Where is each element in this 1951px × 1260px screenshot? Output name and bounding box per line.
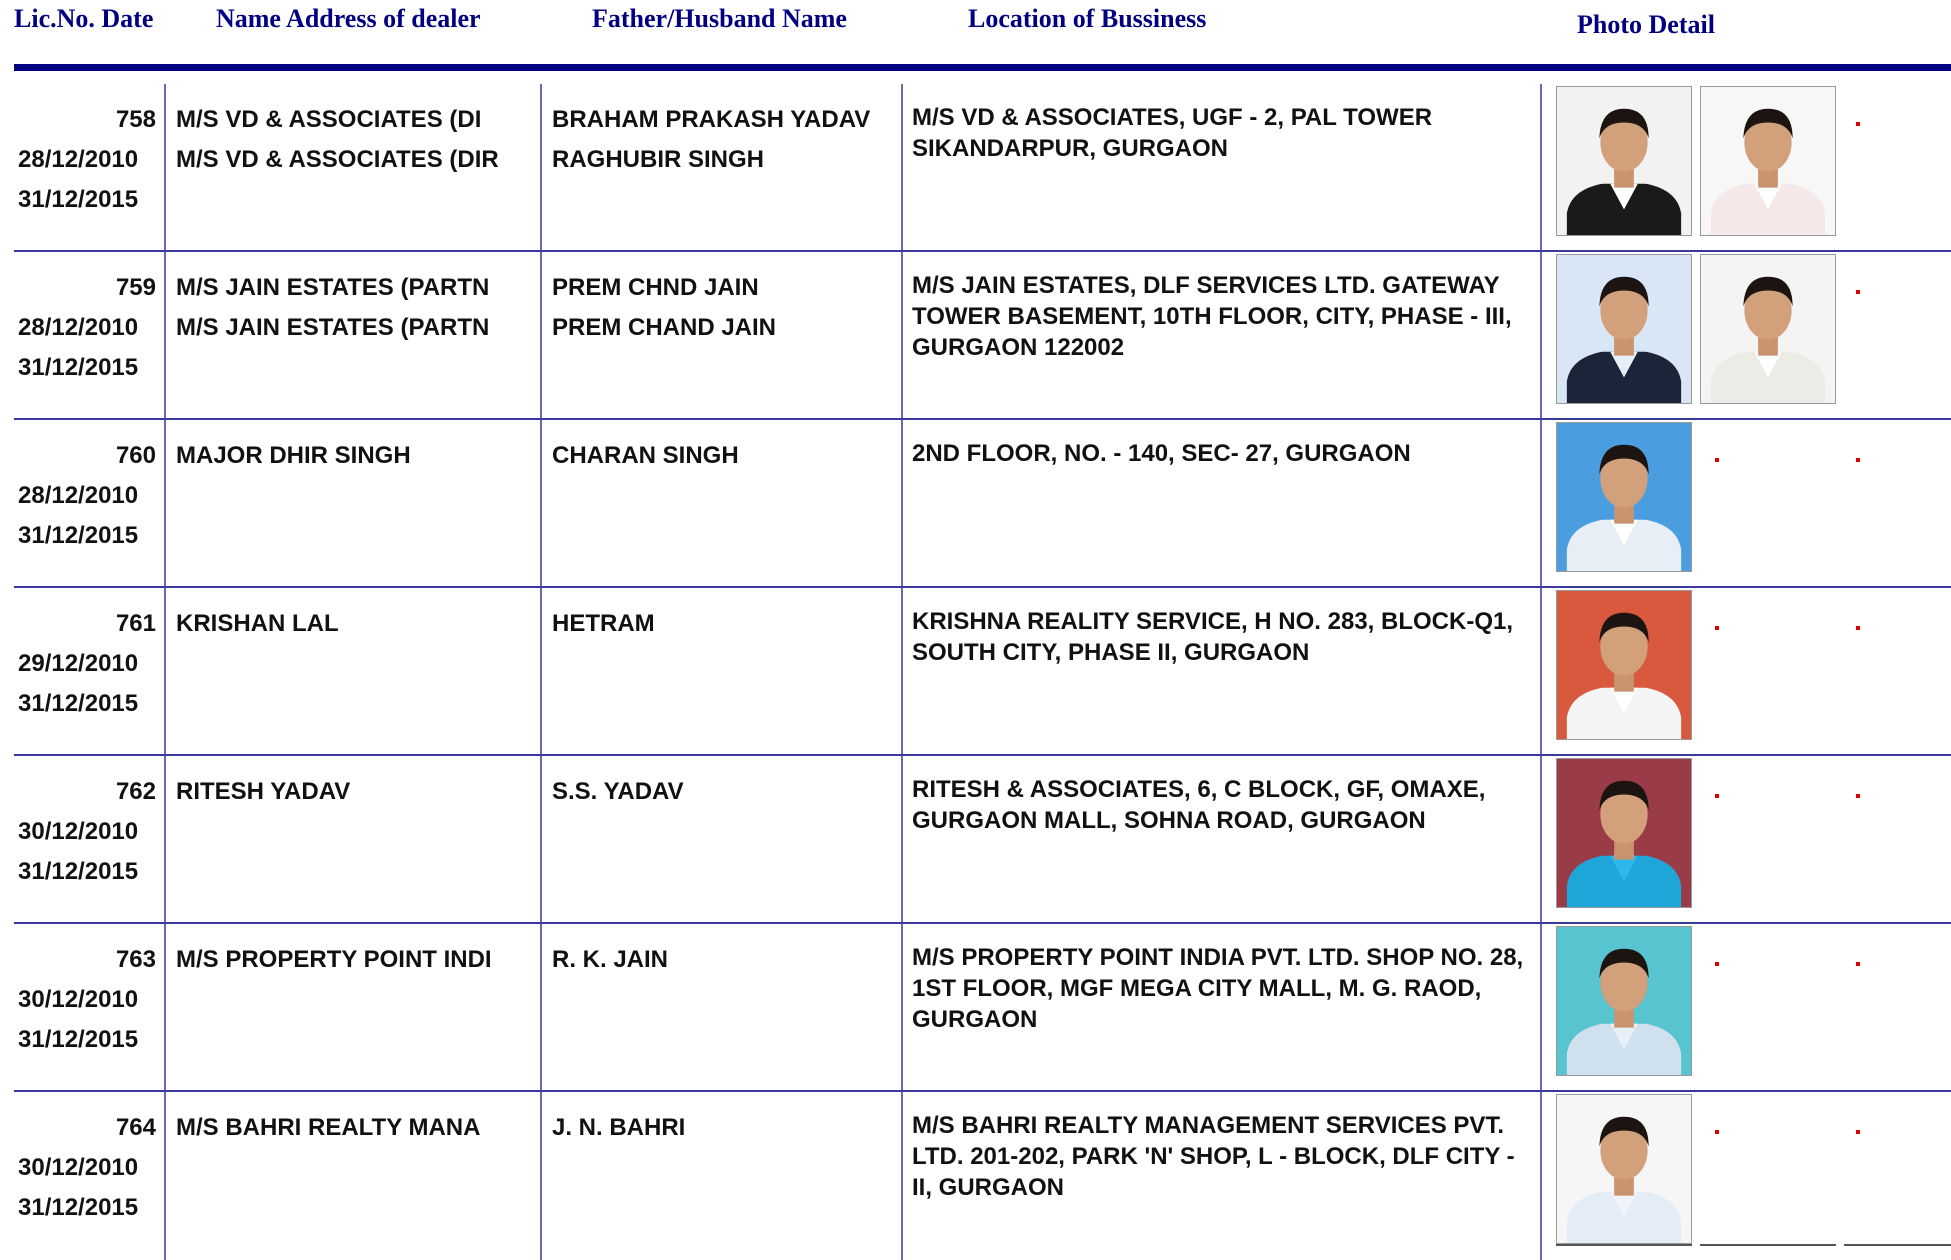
column-divider <box>164 1092 166 1260</box>
expiry-date: 31/12/2015 <box>18 690 139 717</box>
header-name-address: Name Address of dealer <box>216 4 481 33</box>
license-number: 760 <box>115 442 156 469</box>
dealer-name-cell <box>176 1108 536 1148</box>
column-divider <box>540 924 542 1092</box>
column-divider <box>1540 1092 1542 1260</box>
dealer-name-cell <box>176 436 536 476</box>
photo-marker <box>1856 458 1860 462</box>
issue-date: 28/12/2010 <box>18 482 139 509</box>
issue-date: 30/12/2010 <box>18 818 139 845</box>
column-divider <box>164 588 166 756</box>
license-cell <box>18 436 156 556</box>
header-lic-date: Lic.No. Date <box>14 4 154 33</box>
table-row <box>0 924 1951 1092</box>
photo-marker <box>1856 290 1860 294</box>
table-row <box>0 588 1951 756</box>
header-photo-detail: Photo Detail <box>1577 10 1715 39</box>
column-divider <box>540 252 542 420</box>
column-divider <box>540 1092 542 1260</box>
photo-frame-edge <box>1844 1244 1951 1246</box>
dealer-name: M/S JAIN ESTATES (PARTN <box>176 314 490 341</box>
dealer-name-cell <box>176 772 536 812</box>
column-divider <box>540 84 542 252</box>
business-location: M/S VD & ASSOCIATES, UGF - 2, PAL TOWER SIKANDARPUR, GURGAON <box>912 104 1433 162</box>
father-name-cell <box>552 268 904 348</box>
column-divider <box>164 252 166 420</box>
issue-date: 29/12/2010 <box>18 650 139 677</box>
dealer-name: MAJOR DHIR SINGH <box>176 442 411 469</box>
photo-frame-edge <box>1556 1244 1692 1246</box>
father-name: S.S. YADAV <box>552 778 684 805</box>
license-cell <box>18 604 156 724</box>
table-row <box>0 756 1951 924</box>
dealer-name-cell <box>176 940 536 980</box>
dealer-photo <box>1556 1094 1692 1244</box>
dealer-name: M/S VD & ASSOCIATES (DI <box>176 106 482 133</box>
license-number: 763 <box>115 946 156 973</box>
father-name-cell <box>552 436 904 476</box>
expiry-date: 31/12/2015 <box>18 354 139 381</box>
father-name: PREM CHND JAIN <box>552 274 759 301</box>
license-cell <box>18 268 156 388</box>
column-divider <box>164 84 166 252</box>
license-number: 764 <box>115 1114 156 1141</box>
photo-marker <box>1856 794 1860 798</box>
issue-date: 28/12/2010 <box>18 314 139 341</box>
dealer-name-cell <box>176 268 536 348</box>
column-divider <box>1540 756 1542 924</box>
column-divider <box>1540 420 1542 588</box>
column-divider <box>540 756 542 924</box>
license-cell <box>18 1108 156 1228</box>
father-name-cell <box>552 1108 904 1148</box>
dealer-photo <box>1556 422 1692 572</box>
photo-marker <box>1715 626 1719 630</box>
table-row <box>0 84 1951 252</box>
dealer-photo <box>1556 926 1692 1076</box>
photo-marker <box>1715 962 1719 966</box>
column-divider <box>164 924 166 1092</box>
header-divider <box>14 64 1951 71</box>
column-divider <box>164 420 166 588</box>
father-name: R. K. JAIN <box>552 946 669 973</box>
dealer-photo <box>1556 758 1692 908</box>
dealer-photo <box>1556 254 1692 404</box>
header-location: Location of Bussiness <box>968 4 1207 33</box>
father-name: HETRAM <box>552 610 655 637</box>
business-location: M/S JAIN ESTATES, DLF SERVICES LTD. GATEWAY TOWER BASEMENT, 10TH FLOOR, CITY, PHASE - III, GURGAON 122002 <box>912 272 1512 361</box>
column-divider <box>1540 924 1542 1092</box>
issue-date: 30/12/2010 <box>18 986 139 1013</box>
photo-marker <box>1715 458 1719 462</box>
license-cell <box>18 772 156 892</box>
dealer-name: M/S BAHRI REALTY MANA <box>176 1114 481 1141</box>
issue-date: 30/12/2010 <box>18 1154 139 1181</box>
license-cell <box>18 100 156 220</box>
photo-marker <box>1856 626 1860 630</box>
license-number: 762 <box>115 778 156 805</box>
photo-marker <box>1715 1130 1719 1134</box>
business-location: M/S PROPERTY POINT INDIA PVT. LTD. SHOP NO. 28, 1ST FLOOR, MGF MEGA CITY MALL, M. G. RAOD, GURGAON <box>912 944 1524 1033</box>
business-location: RITESH & ASSOCIATES, 6, C BLOCK, GF, OMAXE, GURGAON MALL, SOHNA ROAD, GURGAON <box>912 776 1486 834</box>
photo-marker <box>1856 122 1860 126</box>
father-name: BRAHAM PRAKASH YADAV <box>552 106 871 133</box>
table-row <box>0 252 1951 420</box>
license-cell <box>18 940 156 1060</box>
photo-marker <box>1715 794 1719 798</box>
business-location: M/S BAHRI REALTY MANAGEMENT SERVICES PVT. LTD. 201-202, PARK 'N' SHOP, L - BLOCK, DLF CITY - II, GURGAON <box>912 1112 1515 1201</box>
column-divider <box>540 420 542 588</box>
dealer-name: M/S PROPERTY POINT INDI <box>176 946 492 973</box>
dealer-photo <box>1700 86 1836 236</box>
photo-marker <box>1856 962 1860 966</box>
column-divider <box>1540 252 1542 420</box>
dealer-name-cell <box>176 100 536 180</box>
business-location: 2ND FLOOR, NO. - 140, SEC- 27, GURGAON <box>912 440 1411 467</box>
license-number: 761 <box>115 610 156 637</box>
expiry-date: 31/12/2015 <box>18 1194 139 1221</box>
column-divider <box>540 588 542 756</box>
father-name: PREM CHAND JAIN <box>552 314 777 341</box>
photo-frame-edge <box>1700 1244 1836 1246</box>
table-row <box>0 1092 1951 1260</box>
father-name-cell <box>552 604 904 644</box>
father-name: RAGHUBIR SINGH <box>552 146 765 173</box>
license-number: 758 <box>115 106 156 133</box>
photo-marker <box>1856 1130 1860 1134</box>
dealer-name-cell <box>176 604 536 644</box>
header-father-husband: Father/Husband Name <box>592 4 847 33</box>
expiry-date: 31/12/2015 <box>18 858 139 885</box>
expiry-date: 31/12/2015 <box>18 522 139 549</box>
dealer-photo <box>1556 86 1692 236</box>
expiry-date: 31/12/2015 <box>18 1026 139 1053</box>
father-name-cell <box>552 100 904 180</box>
father-name: J. N. BAHRI <box>552 1114 686 1141</box>
dealer-photo <box>1700 254 1836 404</box>
dealer-name: M/S JAIN ESTATES (PARTN <box>176 274 490 301</box>
dealer-name: KRISHAN LAL <box>176 610 339 637</box>
column-divider <box>164 756 166 924</box>
license-number: 759 <box>115 274 156 301</box>
dealer-name: RITESH YADAV <box>176 778 351 805</box>
father-name-cell <box>552 940 904 980</box>
father-name: CHARAN SINGH <box>552 442 739 469</box>
column-divider <box>1540 588 1542 756</box>
business-location: KRISHNA REALITY SERVICE, H NO. 283, BLOCK-Q1, SOUTH CITY, PHASE II, GURGAON <box>912 608 1513 666</box>
table-row <box>0 420 1951 588</box>
father-name-cell <box>552 772 904 812</box>
expiry-date: 31/12/2015 <box>18 186 139 213</box>
column-divider <box>1540 84 1542 252</box>
issue-date: 28/12/2010 <box>18 146 139 173</box>
dealer-photo <box>1556 590 1692 740</box>
dealer-name: M/S VD & ASSOCIATES (DIR <box>176 146 499 173</box>
